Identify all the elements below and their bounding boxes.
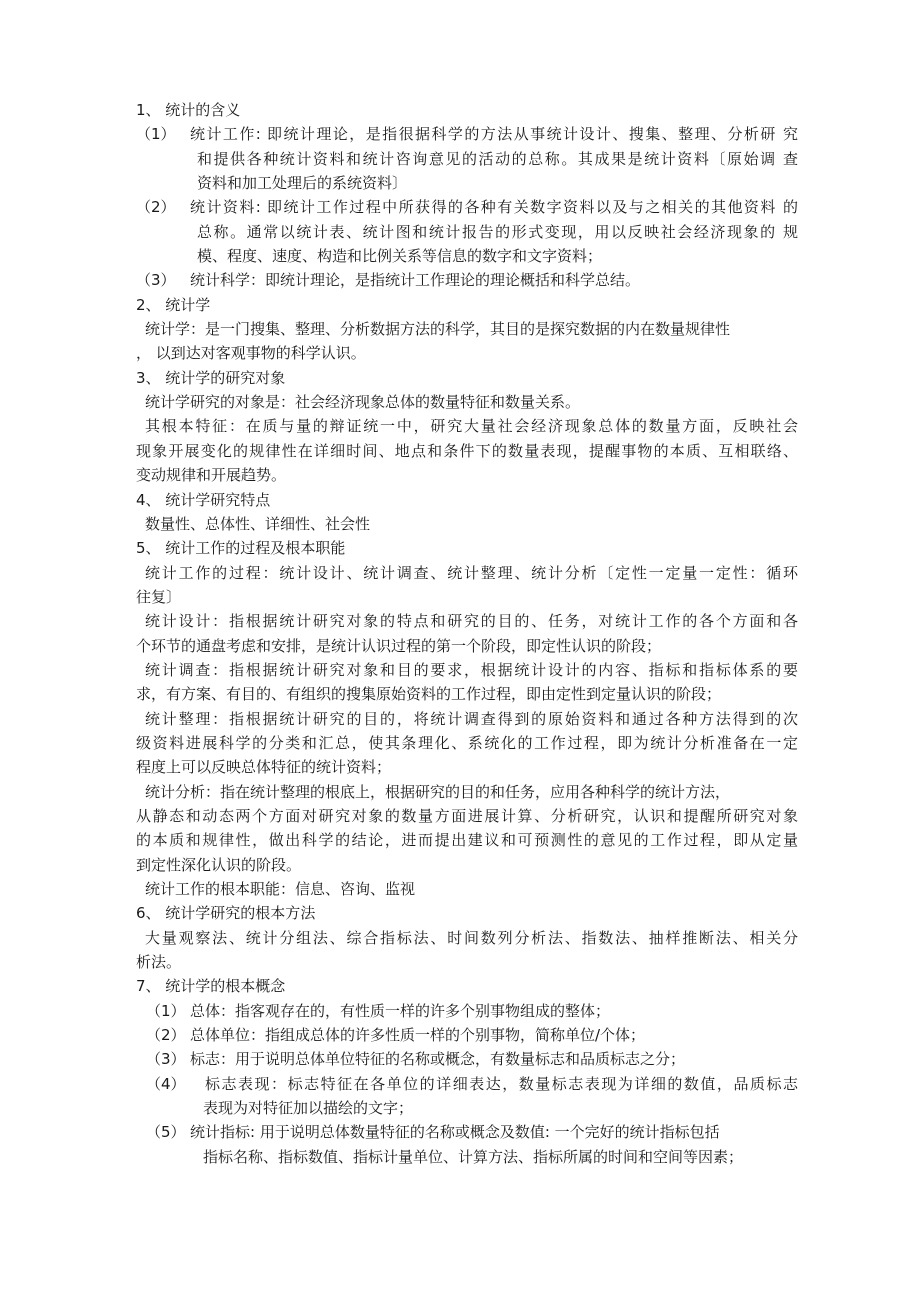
paragraph-line: 大量观察法、统计分组法、综合指标法、时间数列分析法、指数法、抽样推断法、相关分 — [145, 928, 798, 947]
section-heading-1: 1、 统计的含义 — [136, 101, 241, 119]
paragraph-line: ， 以到达对客观事物的科学认识。 — [136, 344, 366, 363]
list-item-continuation: 和提供各种统计资料和统计咨询意见的活动的总称。其成果是统计资料〔原始调 查 — [197, 149, 798, 168]
list-item — [136, 268, 798, 292]
item-number: （1） — [136, 125, 176, 144]
item-text: 统计资料: 即统计工作过程中所获得的各种有关数字资料以及与之相关的其他资料 的 — [190, 198, 798, 217]
paragraph-line: 求，有方案、有目的、有组织的搜集原始资料的工作过程，即由定性到定量认识的阶段； — [136, 685, 722, 704]
paragraph-line: 个环节的通盘考虑和安排，是统计认识过程的第一个阶段，即定性认识的阶段； — [136, 636, 662, 655]
paragraph-line: 统计学：是一门搜集、整理、分析数据方法的科学，其目的是探究数据的内在数量规律性 — [145, 320, 731, 339]
paragraph-line: 统计设计：指根据统计研究对象的特点和研究的目的、任务，对统计工作的各个方面和各 — [145, 612, 798, 631]
item-text: 总体单位：指组成总体的许多性质一样的个别事物，简称单位/个体； — [190, 1026, 646, 1045]
item-number: （2） — [146, 1026, 186, 1045]
paragraph-line: 从静态和动态两个方面对研究对象的数量方面进展计算、分析研究，认识和提醒所研究对象 — [136, 806, 798, 825]
list-item-continuation: 总称。通常以统计表、统计图和统计报告的形式变现，用以反映社会经济现象的 规 — [197, 222, 798, 241]
item-number: （5） — [146, 1123, 186, 1142]
item-text: 标志表现：标志特征在各单位的详细表达，数量标志表现为详细的数值，品质标志 — [205, 1074, 798, 1093]
list-item — [136, 195, 798, 219]
paragraph-line: 析法。 — [136, 953, 182, 972]
list-item — [136, 999, 798, 1023]
section-heading-4: 4、 统计学研究特点 — [136, 490, 271, 509]
list-item-continuation: 模、程度、速度、构造和比例关系等信息的数字和文字资料； — [197, 247, 603, 266]
paragraph-line: 统计分析：指在统计整理的根底上，根据研究的目的和任务，应用各种科学的统计方法， — [145, 782, 731, 801]
paragraph-line: 统计学研究的对象是：社会经济现象总体的数量特征和数量关系。 — [145, 393, 581, 412]
list-item — [136, 1120, 798, 1144]
item-number: （1） — [146, 1001, 186, 1020]
list-item-continuation: 指标名称、指标数值、指标计量单位、计算方法、指标所属的时间和空间等因素； — [203, 1147, 744, 1166]
item-number: （3） — [146, 1050, 186, 1069]
paragraph-line: 统计调查：指根据统计研究对象和目的要求，根据统计设计的内容、指标和指标体系的要 — [145, 660, 798, 679]
section-heading-5: 5、 统计工作的过程及根本职能 — [136, 539, 346, 558]
item-text: 统计指标: 用于说明总体数量特征的名称或概念及数值: 一个完好的统计指标包括 — [190, 1123, 720, 1142]
item-number: （2） — [136, 198, 176, 217]
item-text: 统计工作: 即统计理论，是指很据科学的方法从事统计设计、搜集、整理、分析研 究 — [190, 125, 798, 144]
item-text: 标志：用于说明总体单位特征的名称或概念，有数量标志和品质标志之分； — [190, 1050, 686, 1069]
item-text: 总体：指客观存在的，有性质一样的许多个别事物组成的整体； — [190, 1001, 611, 1020]
list-item-continuation: 表现为对特征加以描绘的文字； — [203, 1099, 414, 1118]
list-item — [136, 122, 798, 146]
paragraph-line: 现象开展变化的规律性在详细时间、地点和条件下的数量表现，提醒事物的本质、互相联络、 — [136, 441, 798, 460]
paragraph-line: 到定性深化认识的阶段。 — [136, 855, 302, 874]
paragraph-line: 统计工作的过程：统计设计、统计调查、统计整理、统计分析〔定性一定量一定性：循环 — [145, 563, 798, 582]
list-item-continuation: 资料和加工处理后的系统资料〕 — [197, 174, 408, 193]
item-text: 统计科学：即统计理论，是指统计工作理论的理论概括和科学总结。 — [190, 271, 641, 290]
section-heading-7: 7、 统计学的根本概念 — [136, 977, 286, 996]
paragraph-line: 数量性、总体性、详细性、社会性 — [145, 514, 371, 533]
paragraph-line: 往复〕 — [136, 587, 182, 606]
item-number: （3） — [136, 271, 176, 290]
list-item — [136, 1047, 798, 1071]
paragraph-line: 其根本特征：在质与量的辩证统一中，研究大量社会经济现象总体的数量方面，反映社会 — [145, 417, 798, 436]
paragraph-line: 变动规律和开展趋势。 — [136, 466, 287, 485]
list-item — [136, 1023, 798, 1047]
paragraph-line: 统计工作的根本职能：信息、咨询、监视 — [145, 880, 416, 898]
paragraph-line: 级资料进展科学的分类和汇总，使其条理化、系统化的工作过程，即为统计分析准备在一定 — [136, 733, 798, 752]
item-number: （4） — [146, 1074, 186, 1093]
document-page — [136, 98, 798, 1169]
paragraph-line: 统计整理：指根据统计研究的目的，将统计调查得到的原始资料和通过各种方法得到的次 — [145, 709, 798, 728]
section-heading-2: 2、 统计学 — [136, 295, 211, 314]
paragraph-line: 的本质和规律性，做出科学的结论，进而提出建议和可预测性的意见的工作过程，即从定量 — [136, 831, 798, 850]
paragraph-line: 程度上可以反映总体特征的统计资料； — [136, 758, 392, 777]
section-heading-6: 6、 统计学研究的根本方法 — [136, 904, 316, 923]
list-item — [136, 1072, 798, 1096]
section-heading-3: 3、 统计学的研究对象 — [136, 368, 286, 387]
